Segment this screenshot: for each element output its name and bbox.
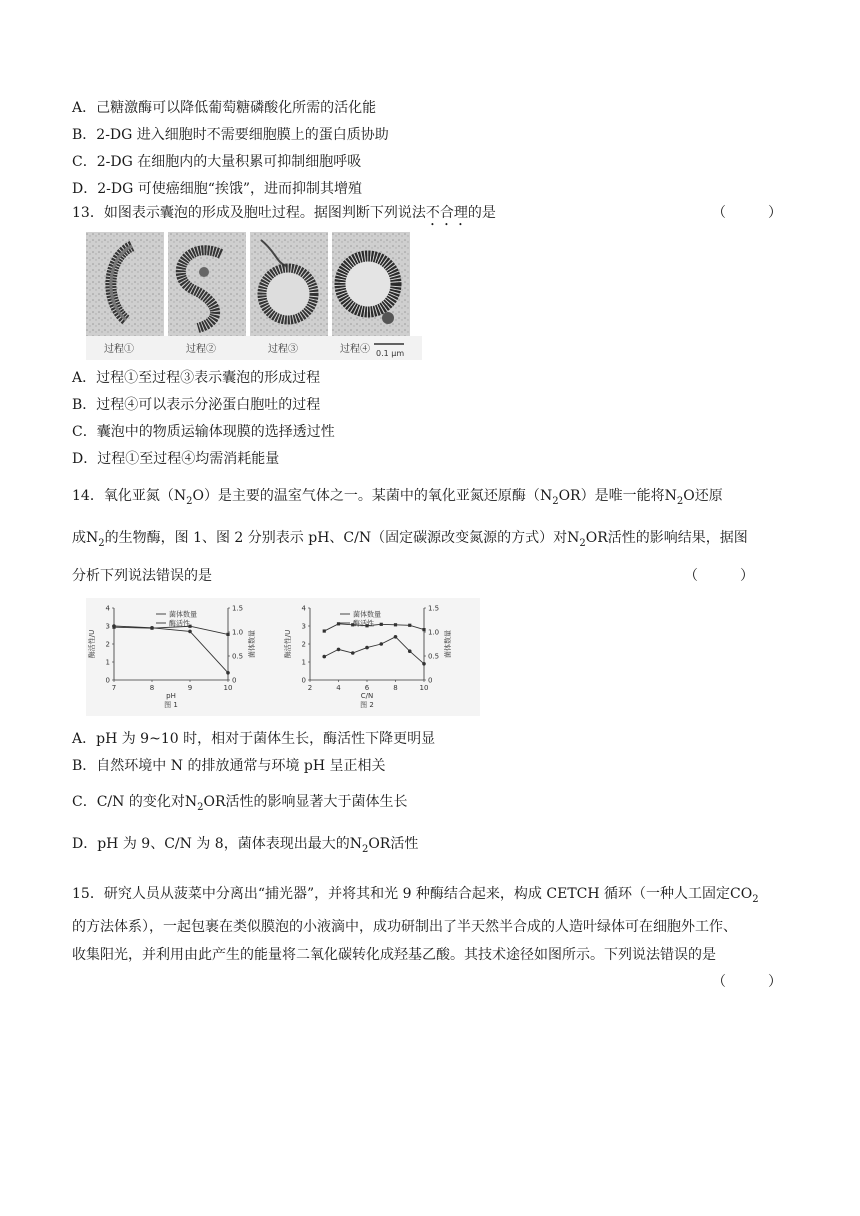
y-tick-label: 0 xyxy=(301,676,306,685)
data-point xyxy=(422,628,425,631)
data-point xyxy=(226,671,230,675)
y-tick-label: 4 xyxy=(301,604,306,613)
data-point xyxy=(188,630,192,634)
y-tick-label: 1 xyxy=(105,658,110,667)
micrograph-panel-2 xyxy=(168,232,246,336)
chart-title: 图 2 xyxy=(360,701,374,709)
data-point xyxy=(379,642,383,646)
q12-option-c: C．2-DG 在细胞内的大量积累可抑制细胞呼吸 xyxy=(72,154,362,170)
y-tick-label: 4 xyxy=(105,604,110,613)
legend-label: 酶活性 xyxy=(169,619,190,628)
y-tick-label: 3 xyxy=(105,622,110,631)
x-tick-label: 10 xyxy=(419,684,429,692)
x-tick-label: 9 xyxy=(187,684,193,692)
q12-option-d: D．2-DG 可使癌细胞“挨饿”，进而抑制其增殖 xyxy=(72,181,363,197)
q14-stem-line-3: 分析下列说法错误的是 xyxy=(72,568,212,584)
x-axis-label: C/N xyxy=(360,692,374,700)
data-point xyxy=(351,651,355,655)
q13-answer-paren: （ ） xyxy=(712,205,782,221)
x-tick-label: 8 xyxy=(393,684,398,692)
y2-tick-label: 1.5 xyxy=(428,604,440,613)
y2-tick-label: 0 xyxy=(428,676,433,685)
q13-option-d: D．过程①至过程④均需消耗能量 xyxy=(72,451,280,467)
y2-tick-label: 1.0 xyxy=(428,628,440,637)
y-tick-label: 2 xyxy=(301,640,306,649)
q15-stem-line-1: 15．研究人员从菠菜中分离出“捕光器”，并将其和光 9 种酶结合起来，构成 CETCH 循环（一种人工固定$CO_2$ xyxy=(72,886,759,905)
q13-stem: 13．如图表示囊泡的形成及胞吐过程。据图判断下列说法不合理的是 xyxy=(72,205,496,221)
q13-option-c: C．囊泡中的物质运输体现膜的选择透过性 xyxy=(72,424,335,440)
data-point xyxy=(337,622,340,625)
y-tick-label: 2 xyxy=(105,640,110,649)
y-axis-label: 酶活性/U xyxy=(284,629,292,659)
figure-label-2: 过程② xyxy=(186,344,216,355)
y-tick-label: 3 xyxy=(301,622,306,631)
data-point xyxy=(226,633,229,636)
y2-tick-label: 0 xyxy=(232,676,237,685)
q14-charts xyxy=(86,598,480,716)
y-tick-label: 1 xyxy=(301,658,306,667)
y2-axis-label: 菌体数量 xyxy=(444,630,452,658)
q12-option-a: A．己糖激酶可以降低葡萄糖磷酸化所需的活化能 xyxy=(72,100,377,116)
q15-stem-line-2: 的方法体系），一起包裹在类似膜泡的小液滴中，成功研制出了半天然半合成的人造叶绿体可在细胞外工作、 xyxy=(72,919,737,935)
legend-label: 菌体数量 xyxy=(169,610,197,619)
q14-stem-line-2: 成$N_2$的生物酶，图 1、图 2 分别表示 pH、C/N（固定碳源改变氮源的方式）对$N_2OR$活性的影响结果，据图 xyxy=(72,530,748,549)
data-point xyxy=(365,646,369,650)
q14-answer-paren: （ ） xyxy=(684,568,754,584)
q15-stem-line-3: 收集阳光，并利用由此产生的能量将二氧化碳转化成羟基乙酸。其技术途径如图所示。下列说法错误的是 xyxy=(72,947,716,963)
q14-option-a: A．pH 为 9~10 时，相对于菌体生长，酶活性下降更明显 xyxy=(72,731,436,747)
data-point xyxy=(112,624,116,628)
q13-option-a: A．过程①至过程③表示囊泡的形成过程 xyxy=(72,370,321,386)
data-point xyxy=(380,623,383,626)
scale-bar-label: 0.1 μm xyxy=(376,349,405,358)
data-point xyxy=(394,623,397,626)
y2-tick-label: 1.5 xyxy=(232,604,244,613)
figure-label-4: 过程④ xyxy=(340,344,370,355)
y2-tick-label: 1.0 xyxy=(232,628,244,637)
x-axis-label: pH xyxy=(166,692,176,700)
q13-option-b: B．过程④可以表示分泌蛋白胞吐的过程 xyxy=(72,397,321,413)
micrograph-panel-1 xyxy=(86,232,164,336)
q13-emphasis: 不合理 xyxy=(425,205,468,221)
x-tick-label: 2 xyxy=(307,684,313,692)
q14-option-d: D．pH 为 9、C/N 为 8，菌体表现出最大的$N_2OR$活性 xyxy=(72,836,419,855)
chart-title: 图 1 xyxy=(164,701,178,709)
legend-label: 酶活性 xyxy=(353,619,374,628)
y2-tick-label: 0.5 xyxy=(232,652,244,661)
x-tick-label: 8 xyxy=(149,684,155,692)
q14-stem-line-1: 14．氧化亚氮$(N_2O)$是主要的温室气体之一。某菌中的氧化亚氮还原酶$(N_2OR)$是唯一能将$N_2O$还原 xyxy=(72,488,723,507)
y-tick-label: 0 xyxy=(105,676,110,685)
data-point xyxy=(394,635,398,639)
figure-label-1: 过程① xyxy=(104,344,134,355)
micrograph-figure xyxy=(86,232,422,360)
x-tick-label: 6 xyxy=(364,684,370,692)
q15-answer-paren: （ ） xyxy=(712,974,782,990)
legend-label: 菌体数量 xyxy=(353,610,381,619)
data-point xyxy=(150,626,154,630)
data-point xyxy=(323,629,326,632)
q14-option-c: C．C/N 的变化对$N_2OR$活性的影响显著大于菌体生长 xyxy=(72,794,408,813)
data-point xyxy=(408,624,411,627)
micrograph-panel-4 xyxy=(332,232,410,336)
y2-axis-label: 菌体数量 xyxy=(248,630,256,658)
y2-tick-label: 0.5 xyxy=(428,652,440,661)
micrograph-panel-3 xyxy=(250,232,328,336)
y-axis-label: 酶活性/U xyxy=(88,629,96,659)
q14-option-b: B．自然环境中 N 的排放通常与环境 pH 呈正相关 xyxy=(72,758,386,774)
x-tick-label: 7 xyxy=(111,684,117,692)
x-tick-label: 10 xyxy=(223,684,233,692)
x-tick-label: 4 xyxy=(336,684,341,692)
q12-option-b: B．2-DG 进入细胞时不需要细胞膜上的蛋白质协助 xyxy=(72,127,389,143)
data-point xyxy=(408,649,412,653)
data-point xyxy=(322,655,326,659)
figure-label-3: 过程③ xyxy=(268,344,298,355)
data-point xyxy=(337,648,341,652)
data-point xyxy=(422,662,426,666)
